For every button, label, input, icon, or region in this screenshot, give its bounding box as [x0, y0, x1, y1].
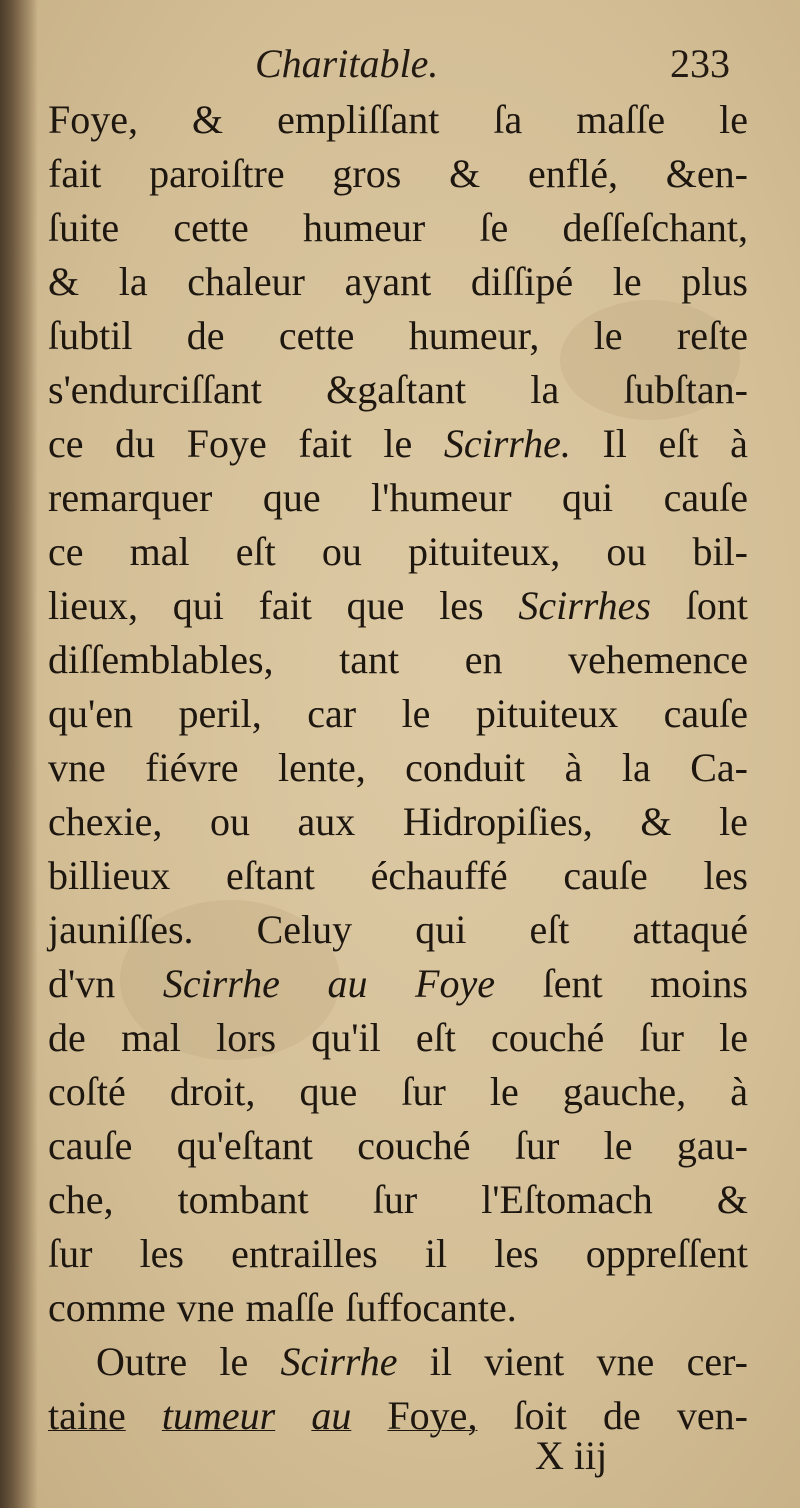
word: les: [139, 1231, 184, 1276]
word: vne: [176, 1285, 235, 1330]
word: vne: [48, 745, 106, 790]
word: maſſe: [576, 97, 666, 142]
word: fait: [48, 151, 102, 196]
word: ſur: [48, 1231, 93, 1276]
word: que: [299, 1069, 358, 1114]
word: ce: [48, 529, 84, 574]
word: coſté: [48, 1069, 126, 1114]
word: qui: [562, 475, 614, 520]
word: reſte: [676, 313, 748, 358]
word: à: [730, 421, 748, 466]
word: échauffé: [370, 853, 508, 898]
word: conduit: [405, 745, 526, 790]
word: Hidropiſies,: [402, 799, 593, 844]
word: couché: [491, 1015, 605, 1060]
word: Foye,: [48, 97, 138, 142]
text-line: [48, 795, 748, 849]
word: droit,: [169, 1069, 256, 1114]
word: qu'en: [48, 691, 133, 736]
word: comme: [48, 1285, 166, 1330]
word: cette: [173, 205, 249, 250]
word: l'humeur: [371, 475, 512, 520]
word: ſur: [372, 1177, 418, 1222]
word: oppreſſent: [585, 1231, 748, 1276]
text-line: [48, 1335, 748, 1389]
word: bil-: [692, 529, 748, 574]
word: enflé,: [528, 151, 618, 196]
word: Ca-: [690, 745, 748, 790]
word: Scirrhe.: [443, 421, 571, 466]
word: de: [603, 1393, 641, 1438]
word: ou: [321, 529, 362, 574]
word: vne: [596, 1339, 655, 1384]
word: Outre: [96, 1339, 188, 1384]
word: ſur: [639, 1015, 684, 1060]
word: &gaſtant: [326, 367, 467, 412]
page-number: 233: [670, 41, 730, 86]
text-line: [48, 471, 748, 525]
word: peril,: [178, 691, 262, 736]
word: les: [494, 1231, 539, 1276]
word: billieux: [48, 853, 171, 898]
word: le: [219, 1339, 249, 1384]
word: Foye,: [387, 1393, 478, 1438]
word: qui: [172, 583, 224, 628]
word: &: [716, 1177, 748, 1222]
word: d'vn: [48, 961, 116, 1006]
word: empliſſant: [277, 97, 440, 142]
word: Foye: [186, 421, 267, 466]
word: mal: [129, 529, 190, 574]
word: il: [424, 1231, 448, 1276]
word: ſuffocante.: [345, 1285, 517, 1330]
word: paroiſtre: [149, 151, 285, 196]
text-line: [48, 1281, 748, 1335]
word: couché: [357, 1123, 471, 1168]
text-line: [48, 957, 748, 1011]
word: la: [621, 745, 651, 790]
signature-mark: X iij: [535, 1433, 608, 1478]
word: humeur: [303, 205, 426, 250]
word: qu'eſtant: [176, 1123, 313, 1168]
text-line: [48, 849, 748, 903]
word: ſont: [685, 583, 748, 628]
word: fait: [258, 583, 312, 628]
text-line: [48, 741, 748, 795]
word: Scirrhes: [518, 583, 651, 628]
word: ſa: [493, 97, 523, 142]
word: ſubtil: [48, 313, 133, 358]
word: chexie,: [48, 799, 163, 844]
text-line: [48, 1389, 748, 1443]
word: jauniſſes.: [48, 907, 194, 952]
word: au: [327, 961, 368, 1006]
word: le: [603, 1123, 633, 1168]
word: che,: [48, 1177, 114, 1222]
word: la: [530, 367, 560, 412]
text-line: [48, 255, 748, 309]
word: chaleur: [187, 259, 305, 304]
word: ſoit: [513, 1393, 567, 1438]
word: &: [640, 799, 672, 844]
word: en: [464, 637, 503, 682]
text-line: [48, 579, 748, 633]
word: cauſe: [48, 1123, 133, 1168]
text-line: [48, 633, 748, 687]
word: eſt: [658, 421, 699, 466]
running-title: Charitable.: [255, 41, 439, 86]
body-text: [48, 93, 748, 1443]
word: cette: [278, 313, 355, 358]
word: au: [311, 1393, 352, 1438]
word: pituiteux: [475, 691, 619, 736]
word: &: [449, 151, 481, 196]
word: Scirrhe: [162, 961, 280, 1006]
text-line: [48, 1173, 748, 1227]
text-line: [48, 363, 748, 417]
word: eſt: [529, 907, 570, 952]
text-line: [48, 1011, 748, 1065]
word: le: [612, 259, 642, 304]
word: diſſemblables,: [48, 637, 274, 682]
word: fait: [298, 421, 352, 466]
word: les: [439, 583, 484, 628]
word: gros: [332, 151, 402, 196]
word: il: [429, 1339, 453, 1384]
word: lente,: [277, 745, 366, 790]
word: taine: [48, 1393, 126, 1438]
word: fiévre: [145, 745, 239, 790]
text-line: [48, 1065, 748, 1119]
word: s'endurciſſant: [48, 367, 262, 412]
word: ou: [209, 799, 250, 844]
word: aux: [297, 799, 356, 844]
word: les: [703, 853, 748, 898]
word: lieux,: [48, 583, 138, 628]
word: eſt: [235, 529, 276, 574]
word: Celuy: [256, 907, 353, 952]
word: cer-: [686, 1339, 748, 1384]
word: ſur: [401, 1069, 446, 1114]
word: le: [719, 799, 748, 844]
word: ſent: [542, 961, 603, 1006]
binding-gutter: [0, 0, 38, 1508]
word: lors: [216, 1015, 277, 1060]
word: plus: [681, 259, 748, 304]
word: à: [564, 745, 583, 790]
text-line: [48, 93, 748, 147]
word: tombant: [177, 1177, 309, 1222]
text-line: [48, 903, 748, 957]
word: diſſipé: [470, 259, 574, 304]
text-line: [48, 525, 748, 579]
word: à: [730, 1069, 748, 1114]
word: le: [719, 97, 748, 142]
word: l'Eſtomach: [481, 1177, 653, 1222]
word: cauſe: [663, 691, 748, 736]
word: &en-: [665, 151, 748, 196]
word: ſe: [479, 205, 509, 250]
word: la: [118, 259, 148, 304]
word: le: [593, 313, 623, 358]
word: que: [262, 475, 321, 520]
word: gauche,: [562, 1069, 687, 1114]
word: mal: [120, 1015, 181, 1060]
word: &: [48, 259, 80, 304]
word: vehemence: [568, 637, 748, 682]
word: entrailles: [231, 1231, 378, 1276]
word: ce: [48, 421, 84, 466]
word: moins: [650, 961, 748, 1006]
word: Foye: [415, 961, 495, 1006]
word: ſuite: [48, 205, 120, 250]
word: tumeur: [161, 1393, 276, 1438]
text-line: [48, 1227, 748, 1281]
word: le: [489, 1069, 519, 1114]
word: du: [115, 421, 156, 466]
text-line: [48, 687, 748, 741]
word: qui: [415, 907, 467, 952]
word: tant: [339, 637, 400, 682]
text-line: [48, 1119, 748, 1173]
word: ſubſtan-: [623, 367, 748, 412]
word: le: [383, 421, 413, 466]
page-header: [0, 40, 800, 90]
text-line: [48, 309, 748, 363]
word: attaqué: [632, 907, 748, 952]
word: de: [186, 313, 225, 358]
word: que: [346, 583, 405, 628]
word: gau-: [676, 1123, 748, 1168]
word: ayant: [344, 259, 432, 304]
word: le: [401, 691, 431, 736]
text-line: [48, 417, 748, 471]
word: &: [192, 97, 224, 142]
word: Scirrhe: [280, 1339, 398, 1384]
word: pituiteux,: [407, 529, 561, 574]
word: maſſe: [245, 1285, 335, 1330]
word: remarquer: [48, 475, 213, 520]
word: ou: [606, 529, 647, 574]
word: eſtant: [226, 853, 315, 898]
word: de: [48, 1015, 86, 1060]
text-line: [48, 201, 748, 255]
word: eſt: [415, 1015, 456, 1060]
word: vient: [484, 1339, 565, 1384]
word: deſſeſchant,: [562, 205, 748, 250]
word: cauſe: [563, 853, 648, 898]
text-line: [48, 147, 748, 201]
word: qu'il: [311, 1015, 381, 1060]
word: ven-: [676, 1393, 748, 1438]
word: Il: [602, 421, 627, 466]
word: le: [719, 1015, 748, 1060]
word: car: [307, 691, 357, 736]
word: ſur: [514, 1123, 560, 1168]
word: humeur,: [408, 313, 540, 358]
word: cauſe: [663, 475, 748, 520]
